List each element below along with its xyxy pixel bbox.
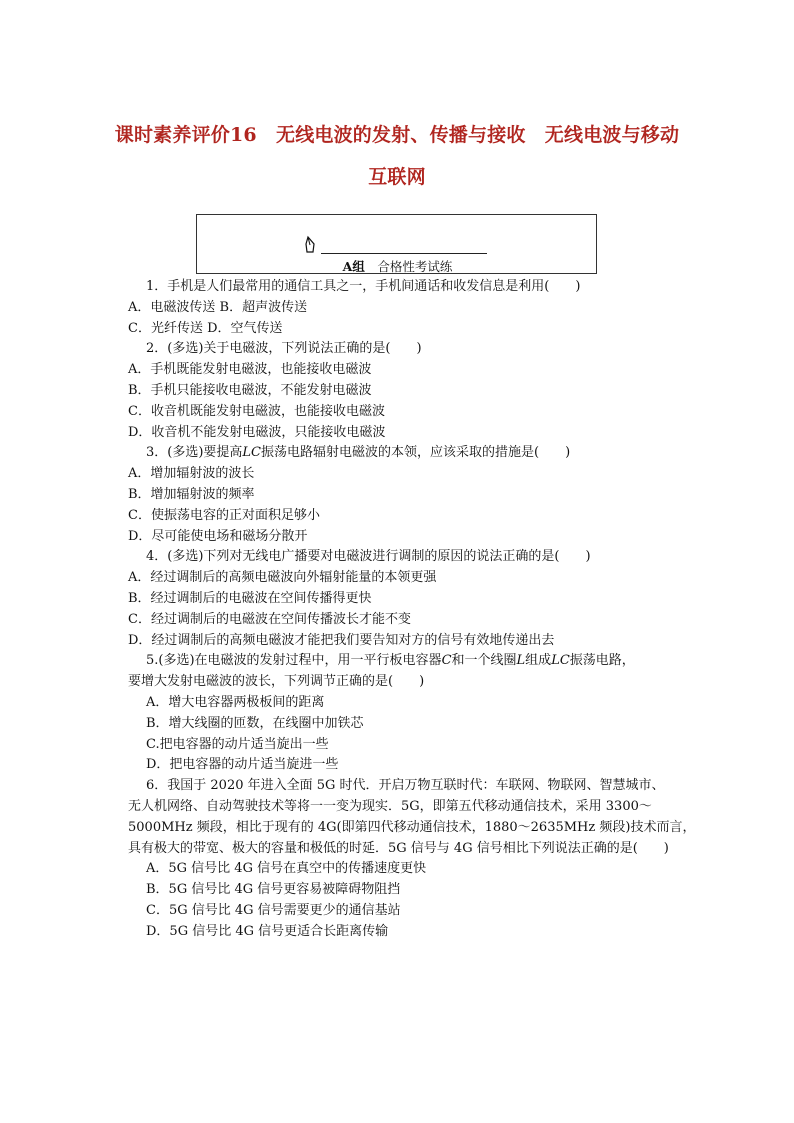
question-3-option-a: A．增加辐射波的波长 [128, 466, 255, 482]
section-header-box [196, 214, 597, 274]
question-5-option-c: C.把电容器的动片适当旋出一些 [146, 736, 329, 752]
question-3-option-c: C．使振荡电容的正对面积足够小 [128, 507, 320, 523]
page-title-line-1: 课时素养评价16 无线电波的发射、传播与接收 无线电波与移动 [114, 124, 680, 146]
question-2-option-b: B．手机只能接收电磁波，不能发射电磁波 [128, 382, 372, 398]
question-5-stem-line-2: 要增大发射电磁波的波长，下列调节正确的是( ) [128, 674, 425, 690]
question-3-option-b: B．增加辐射波的频率 [128, 486, 255, 502]
section-group: A组 [342, 259, 365, 274]
question-2-stem: 2．(多选)关于电磁波，下列说法正确的是( ) [146, 341, 422, 357]
question-5-option-a: A．增大电容器两极板间的距离 [146, 694, 325, 710]
question-4-option-c: C．经过调制后的电磁波在空间传播波长才能不变 [128, 611, 411, 627]
pencil-icon [305, 235, 317, 255]
question-5-option-b: B．增大线圈的匝数，在线圈中加铁芯 [146, 715, 364, 731]
question-6-stem-line-3: 5000MHz 频段，相比于现有的 4G(即第四代移动通信技术，1880～2635MHz 频段)技术而言， [128, 819, 696, 835]
question-6-option-d: D．5G 信号比 4G 信号更适合长距离传输 [146, 923, 389, 939]
section-name: 合格性考试练 [377, 259, 453, 274]
question-4-option-d: D．经过调制后的高频电磁波才能把我们要告知对方的信号有效地传递出去 [128, 632, 555, 648]
question-6-stem-line-2: 无人机网络、自动驾驶技术等将一一变为现实．5G，即第五代移动通信技术，采用 3300～ [128, 798, 652, 814]
question-1-option-row-1: A．电磁波传送 B．超声波传送 [128, 299, 308, 315]
question-2-option-d: D．收音机不能发射电磁波，只能接收电磁波 [128, 424, 386, 440]
question-5-option-d: D．把电容器的动片适当旋进一些 [146, 757, 339, 773]
question-6-option-b: B．5G 信号比 4G 信号更容易被障碍物阻挡 [146, 882, 401, 898]
question-4-option-a: A．经过调制后的高频电磁波向外辐射能量的本领更强 [128, 570, 437, 586]
page-title-line-2: 互联网 [368, 166, 426, 188]
section-label [197, 259, 598, 275]
question-4-option-b: B．经过调制后的电磁波在空间传播得更快 [128, 590, 372, 606]
question-list [128, 277, 696, 943]
question-1-option-row-2: C．光纤传送 D．空气传送 [128, 320, 283, 336]
question-3-stem: 3．(多选)要提高LC振荡电路辐射电磁波的本领，应该采取的措施是( ) [146, 445, 571, 461]
question-6-option-c: C．5G 信号比 4G 信号需要更少的通信基站 [146, 902, 401, 918]
question-6-stem-line-1: 6．我国于 2020 年进入全面 5G 时代．开启万物互联时代：车联网、物联网、智慧城市、 [146, 778, 665, 794]
question-4-stem: 4．(多选)下列对无线电广播要对电磁波进行调制的原因的说法正确的是( ) [146, 549, 591, 565]
section-rule [321, 253, 487, 254]
question-5-stem-line-1: 5.(多选)在电磁波的发射过程中，用一平行板电容器C和一个线圈L组成LC振荡电路， [146, 653, 635, 669]
question-2-option-a: A．手机既能发射电磁波，也能接收电磁波 [128, 362, 372, 378]
question-2-option-c: C．收音机既能发射电磁波，也能接收电磁波 [128, 403, 385, 419]
question-1-stem: 1．手机是人们最常用的通信工具之一，手机间通话和收发信息是利用( ) [146, 279, 581, 294]
question-6-stem-line-4: 具有极大的带宽、极大的容量和极低的时延．5G 信号与 4G 信号相比下列说法正确的是( ) [128, 840, 669, 856]
question-6-option-a: A．5G 信号比 4G 信号在真空中的传播速度更快 [146, 861, 427, 877]
question-3-option-d: D．尽可能使电场和磁场分散开 [128, 528, 308, 544]
